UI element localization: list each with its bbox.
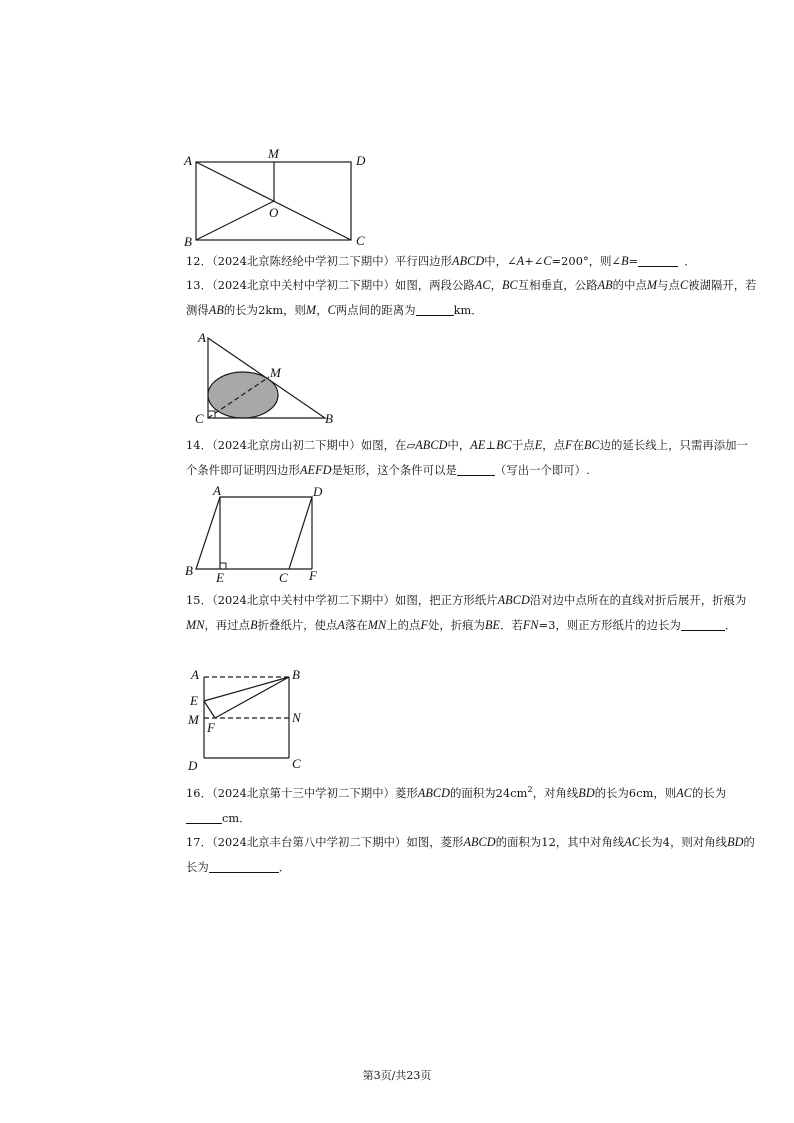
question-source: （2024北京中关村中学初二下期中） xyxy=(211,279,396,292)
question-source: （2024北京中关村中学初二下期中） xyxy=(211,594,396,607)
label-a: A xyxy=(198,330,206,345)
label-m: M xyxy=(270,365,281,380)
question-number: 13． xyxy=(186,279,212,292)
label-b: B xyxy=(325,411,333,426)
segment-fb xyxy=(215,677,289,718)
answer-blank[interactable] xyxy=(186,809,222,824)
question-source: （2024北京第十三中学初二下期中） xyxy=(211,787,396,800)
question-number: 14． xyxy=(186,439,212,452)
label-a: A xyxy=(184,153,192,168)
question-15: 15．（2024北京中关村中学初二下期中）如图，把正方形纸片ABCD沿对边中点所在的直线对折后展开，折痕为MN，再过点B折叠纸片，使点A落在MN上的点F处，折痕为BE．若FN=3，则正方形纸片的边长为 ． xyxy=(186,593,747,632)
question-14: 14．（2024北京房山初二下期中）如图，在▱ABCD中，AE⊥BC于点E，点F在BC边的延长线上，只需再添加一个条件即可证明四边形AEFD是矩形，这个条件可以是 （写出一个即可）. xyxy=(186,438,748,477)
figure-lake-triangle xyxy=(190,328,350,428)
label-m: M xyxy=(188,712,199,727)
answer-blank[interactable] xyxy=(209,858,279,873)
label-c: C xyxy=(195,411,204,426)
label-b: B xyxy=(292,667,300,682)
question-number: 15． xyxy=(186,594,212,607)
label-e: E xyxy=(216,570,224,585)
question-source: （2024北京房山初二下期中） xyxy=(211,439,361,452)
answer-blank[interactable] xyxy=(416,301,454,316)
question-17: 17．（2024北京丰台第八中学初二下期中）如图，菱形ABCD的面积为12，其中对角线AC长为4，则对角线BD的长为 ． xyxy=(186,835,755,874)
label-o: O xyxy=(269,205,279,220)
label-d: D xyxy=(356,153,366,168)
question-13: 13．（2024北京中关村中学初二下期中）如图，两段公路AC，BC互相垂直，公路AB的中点M与点C被湖隔开，若测得AB的长为2km，则M，C两点间的距离为 km． xyxy=(186,278,757,317)
question-number: 17． xyxy=(186,836,212,849)
page-footer: 第3页/共23页 xyxy=(362,1069,432,1082)
label-f: F xyxy=(309,568,317,583)
segment-ef xyxy=(204,701,215,718)
label-b: B xyxy=(184,234,192,249)
right-angle-mark xyxy=(220,563,226,569)
answer-blank[interactable] xyxy=(457,461,495,476)
answer-blank[interactable] xyxy=(638,252,678,267)
label-c: C xyxy=(292,756,301,771)
label-b: B xyxy=(185,563,193,578)
question-number: 12． xyxy=(186,255,212,268)
label-m: M xyxy=(268,146,279,161)
crease-be xyxy=(204,677,289,701)
segment-bo xyxy=(196,201,274,240)
figure-parallelogram xyxy=(180,482,340,587)
figure-rectangle-amdcbo xyxy=(180,145,380,255)
label-a: A xyxy=(191,667,199,682)
question-source: （2024北京陈经纶中学初二下期中） xyxy=(211,255,396,268)
label-c: C xyxy=(279,570,288,585)
question-16: 16．（2024北京第十三中学初二下期中）菱形ABCD的面积为$24cm^2$，对角线BD的长为6cm，则AC的长为cm． xyxy=(186,785,727,825)
question-number: 16． xyxy=(186,787,212,800)
label-c: C xyxy=(356,233,365,248)
answer-blank[interactable] xyxy=(681,616,725,631)
question-source: （2024北京丰台第八中学初二下期中） xyxy=(211,836,407,849)
label-d: D xyxy=(313,484,323,499)
parallelogram-abcd xyxy=(196,497,312,569)
label-d: D xyxy=(188,758,198,773)
label-a: A xyxy=(213,483,221,498)
label-e: E xyxy=(190,693,198,708)
figure-folded-square xyxy=(180,662,330,777)
question-12: 12．（2024北京陈经纶中学初二下期中）平行四边形ABCD中，∠A+∠C=200°，则∠B= ． xyxy=(186,254,696,268)
label-f: F xyxy=(207,720,215,735)
label-n: N xyxy=(292,710,301,725)
